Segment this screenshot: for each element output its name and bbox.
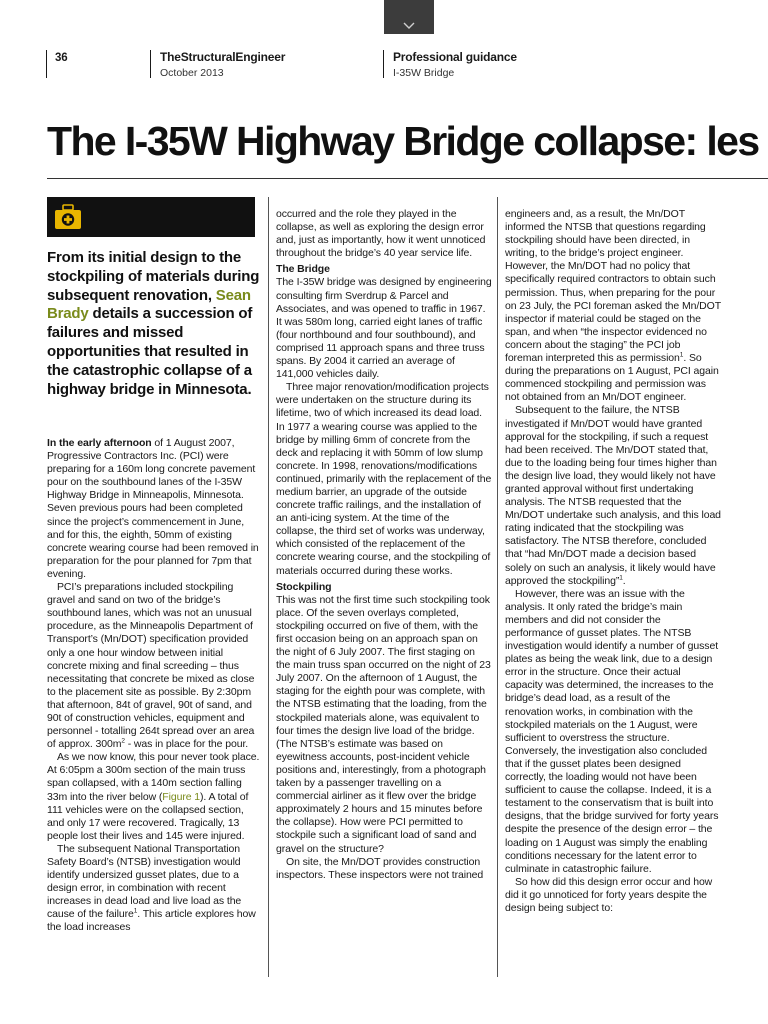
column-rule-1 xyxy=(268,197,269,977)
paragraph: This was not the first time such stockpiling took place. Of the seven overlays completed, stockpiling occurred on five of them, with the first occasion being on an approach span on the night of 6 July 2007. The first staging on the main truss span occurred on the night of 23 July 2007. On the afternoon of 1 August, the staging for the eighth pour was complete, with the NTSB estimating that the loading, from the stockpiled materials alone, was equivalent to four times the design live load of the bridge. (The NTSB’s estimate was based on eyewitness accounts, post-incident vehicle positions and, interestingly, from a photograph taken by a passenger travelling on a commercial airliner as it flew over the bridge approximately 2 hours and 15 minutes before the collapse). How were PCI permitted to stockpile such a significant load of sand and gravel on the structure? xyxy=(276,593,491,855)
reference-marker: 1 xyxy=(619,574,623,582)
paragraph-text: of 1 August 2007, Progressive Contractors Inc. (PCI) were preparing for a 160m long concrete pavement pour on the southbound lanes of the I-35W Highway Bridge in Minneapolis, Minnesota. Seven previous pours had been completed since the project’s commencement in June, and for this, the eighth, 50mm of existing concrete wearing course had been removed in preparation for the pour planned for 7pm that evening. xyxy=(47,437,259,580)
paragraph xyxy=(47,843,263,935)
paragraph-text: . This article explores how the load increases xyxy=(47,908,256,934)
column-1 xyxy=(47,437,263,935)
standfirst-text-end: details a succession of failures and missed opportunities that resulted in the catastrophic collapse of a highway bridge in Minnesota. xyxy=(47,305,253,398)
paragraph-text: . xyxy=(622,574,626,587)
article-title: The I-35W Highway Bridge collapse: les xyxy=(47,118,759,164)
paragraph: However, there was an issue with the analysis. It only rated the bridge’s main members and did not consider the performance of gusset plates. The NTSB investigation would identify a number of gusset plates as being the weak link, due to a design error in the structure. Once their actual capacity was determined, the increases to the bridge’s dead load, as a result of the renovation works, in combination with the stockpiled materials on the 1 August, were sufficient to overstress the structure. Conversely, the investigation also concluded that if the gusset plates been designed correctly, the loading would not have been sufficient to cause the collapse. Indeed, it is a testament to the conservatism that is built into designs, that the bridge survived for forty years despite the presence of the design error – the loading on 1 August was simply the enabling conditions necessary for the latent error to culminate in catastrophic failure. xyxy=(505,587,719,875)
page-number: 36 xyxy=(55,52,68,64)
paragraph-text: Subsequent to the failure, the NTSB investigated if Mn/DOT would have granted approval for the stockpiling, if such a request had been received. The Mn/DOT stated that, due to the loading being four times higher than the design live load, they would likely not have granted approval without first undertaking analysis. The NTSB requested that the Mn/DOT undertake such analysis, and this load rating indicated that the stockpiling was satisfactory. The NTSB therefore, concluded that “had Mn/DOT made a decision based solely on such an analysis, it likely would have approved the stockpiling” xyxy=(505,404,721,587)
section-heading: Stockpiling xyxy=(276,580,332,593)
paragraph-text: PCI’s preparations included stockpiling gravel and sand on two of the bridge’s southbound lanes, which was not an unusual procedure, as the Minneapolis Department of Transport’s (Mn/DOT) specification provided only a one hour window between initial concrete mixing and final screeding – thus necessitating that concrete be mixed as close to the placement site as possible. By 2:30pm that afternoon, 84t of gravel, 90t of sand, and 90t of construction vehicles, equipment and personnel - totalling 264t spread over an area of approx. 300m xyxy=(47,581,255,751)
figure-link[interactable]: Figure 1 xyxy=(162,790,201,803)
column-2 xyxy=(276,208,492,882)
paragraph-text: ). A total of 111 vehicles were on the collapsed section, and only 17 were recovered. Tragically, 13 people lost their lives and 145 were injured. xyxy=(47,790,249,842)
issue-date: October 2013 xyxy=(160,67,224,79)
subsection-name: I-35W Bridge xyxy=(393,67,455,79)
chevron-down-icon xyxy=(402,21,416,30)
section-tab[interactable] xyxy=(384,0,434,34)
section-heading: The Bridge xyxy=(276,263,330,276)
magazine-name: TheStructuralEngineer xyxy=(160,50,286,64)
paragraph xyxy=(505,404,721,587)
section-name: Professional guidance xyxy=(393,50,517,64)
paragraph xyxy=(47,437,263,581)
paragraph xyxy=(47,581,263,751)
paragraph: So how did this design error occur and how did it go unnoticed for forty years despite the design being subject to: xyxy=(505,875,713,914)
paragraph-text: - was in place for the pour. xyxy=(124,738,249,751)
reference-marker: 1 xyxy=(679,351,684,359)
paragraph xyxy=(505,208,721,404)
author-name: Sean Brady xyxy=(47,286,251,323)
paragraph-text: As we now know, this pour never took place. At 6:05pm a 300m section of the main truss span collapsed, with a 140m section falling 33m into the river below ( xyxy=(47,751,260,803)
superscript: 2 xyxy=(121,737,125,745)
paragraph: The I-35W bridge was designed by engineering consulting firm Sverdrup & Parcel and Associates, and was opened to traffic in 1967. It was 580m long, carried eight lanes of traffic (four northbound and four southbound), and comprised 11 approach spans and three truss spans. By 2004 it carried an average of 141,000 vehicles daily. xyxy=(276,276,492,381)
column-3 xyxy=(505,208,721,915)
paragraph xyxy=(47,751,263,843)
column-rule-2 xyxy=(497,197,498,977)
lead-in: In the early afternoon xyxy=(47,437,152,449)
header-divider-right xyxy=(383,50,384,78)
paragraph-text: The subsequent National Transportation Safety Board’s (NTSB) investigation would identify undersized gusset plates, due to a design error, in combination with recent increases in dead load and live load as the cause of the failure xyxy=(47,842,242,921)
standfirst-text: From its initial design to the stockpiling of materials during subsequent renovation, xyxy=(47,249,260,304)
first-aid-kit-icon xyxy=(53,204,83,232)
header-divider-left xyxy=(46,50,47,78)
standfirst xyxy=(47,249,262,399)
paragraph: occurred and the role they played in the collapse, as well as exploring the design error and, just as importantly, how it went unnoticed throughout the bridge’s 40 year service life. xyxy=(276,208,486,260)
paragraph-text: engineers and, as a result, the Mn/DOT informed the NTSB that questions regarding stockpiling should have been directed, in writing, to the bridge’s project engineer. However, the Mn/DOT had no policy that specifically required contractors to obtain such permission. Thus, when preparing for the pour on 23 July, the PCI foreman asked the Mn/DOT inspector if material could be staged on the span, and when “the inspector evidenced no concern about the staging” the PCI job foreman interpreted this as permission xyxy=(505,208,721,365)
paragraph: Three major renovation/modification projects were undertaken on the structure during its lifetime, two of which increased its dead load. In 1977 a wearing course was applied to the bridge by milling 6mm of concrete from the deck and replacing it with 50mm of low slump concrete. In 1998, renovations/modifications continued, primarily with the replacement of the medium barrier, an upgrade of the outside concrete traffic railings, and the installation of an anti-icing system. At the time of the collapse, the third set of works was underway, which consisted of the replacement of the concrete wearing course, and the stockpiling of materials occurred during these works. xyxy=(276,381,492,577)
title-rule xyxy=(47,178,768,179)
paragraph: On site, the Mn/DOT provides construction inspectors. These inspectors were not trained xyxy=(276,855,484,881)
article-icon-box xyxy=(47,197,255,237)
header-divider-mid xyxy=(150,50,151,78)
paragraph-text: . So during the preparations on 1 August, PCI again commenced stockpiling and permission was not obtained from an Mn/DOT engineer. xyxy=(505,352,719,404)
reference-marker: 1 xyxy=(133,907,138,915)
